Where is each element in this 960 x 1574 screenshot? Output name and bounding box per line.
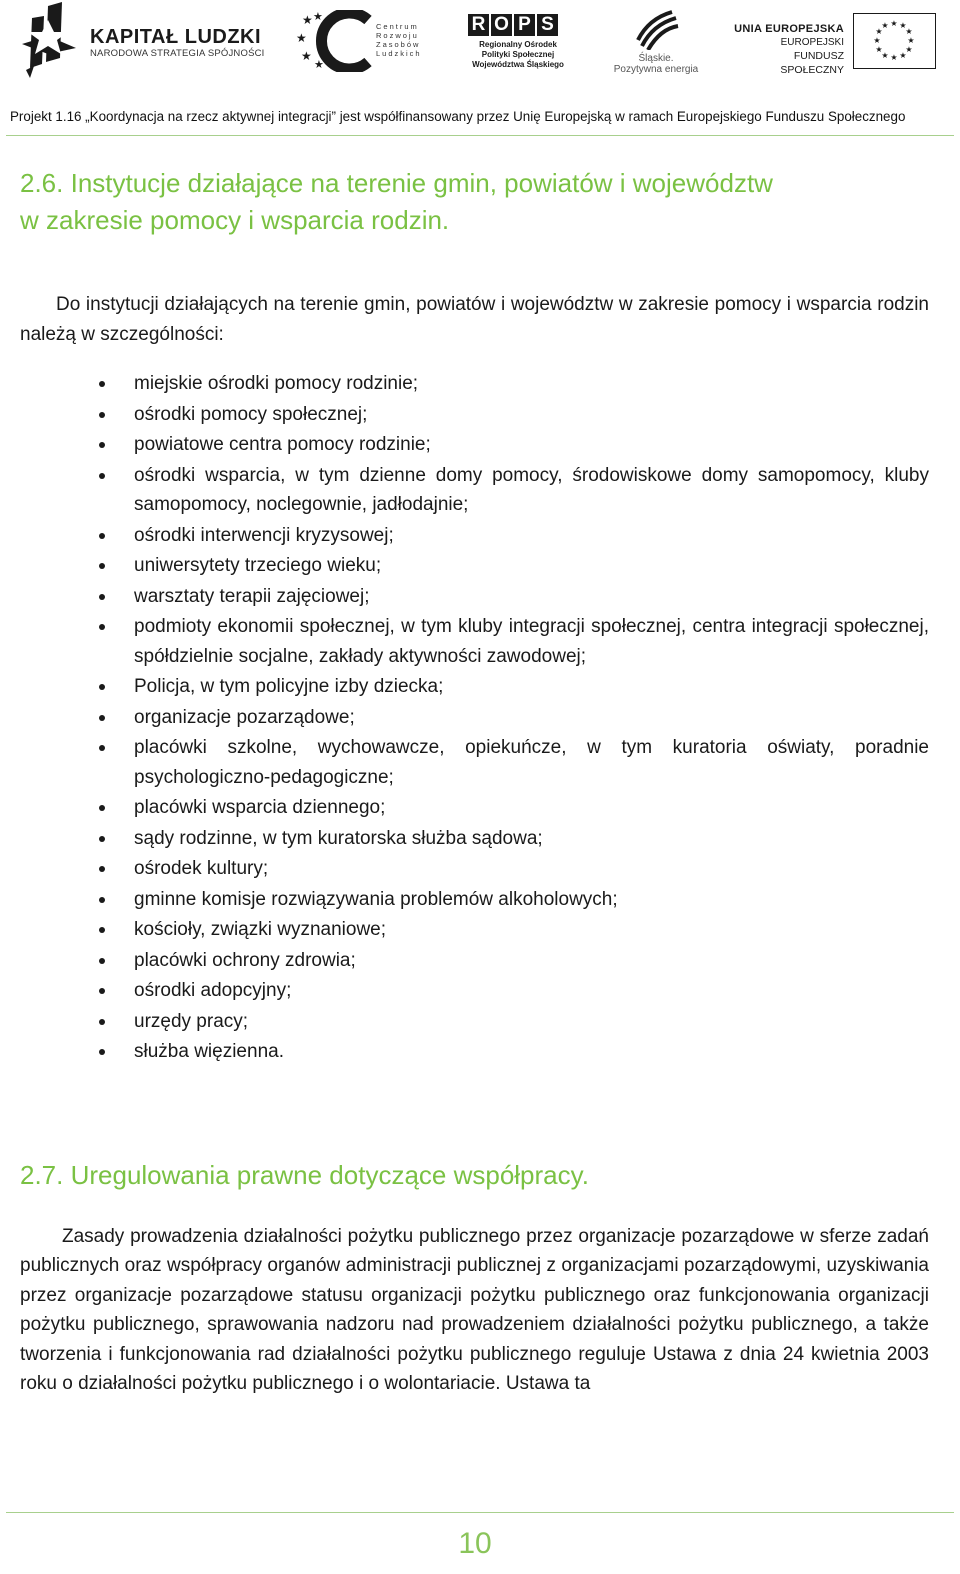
slaskie-line-1: Śląskie. [638,53,674,64]
svg-text:★: ★ [875,45,883,54]
list-item: sądy rodzinne, w tym kuratorska służba sądowa; [134,824,929,854]
svg-text:★: ★ [314,59,324,71]
rops-letter: O [491,14,512,36]
svg-text:★: ★ [313,11,323,23]
rops-letters [468,14,568,36]
section-2-7-paragraph: Zasady prowadzenia działalności pożytku publicznego przez organizacje pozarządowe w sferze zadań publicznych oraz współpracy organów administracji publicznej z organizacjami pozarządowymi, uzyskiwania przez organizacje pozarządowe statusu organizacji pożytku publicznego oraz funkcjonowania organizacji pożytku publicznego, sprawowania nadzoru nad prowadzeniem działalności pożytku publicznego, a także tworzenia i funkcjonowania rad działalności pożytku publicznego reguluje Ustawa z dnia 24 kwietnia 2003 roku o działalności pożytku publicznego i o wolontariacie. Ustawa ta [20,1226,929,1395]
eu-flag-icon [853,13,936,69]
svg-text:★: ★ [899,21,907,30]
section-heading-2-6 [20,165,940,239]
kapital-ludzki-wordmark [90,26,265,60]
header-divider [6,135,954,136]
list-item: powiatowe centra pomocy rodzinie; [134,430,929,460]
rops-line-3: Województwa Śląskiego [472,60,564,69]
svg-text:★: ★ [302,13,313,27]
section-intro-paragraph: Do instytucji działających na terenie gmin, powiatów i województw w zakresie pomocy i wsparcia rodzin należą w szczególności: [20,294,929,345]
svg-text:★: ★ [890,19,898,28]
list-item: uniwersytety trzeciego wieku; [134,551,929,581]
slaskie-logo-icon [632,10,680,50]
list-item: placówki szkolne, wychowawcze, opiekuńcze, w tym kuratoria oświaty, poradnie psychologiczno-pedagogiczne; [134,733,929,792]
list-item: Policja, w tym policyjne izby dziecka; [134,672,929,702]
section-heading-2-7: 2.7. Uregulowania prawne dotyczące współpracy. [20,1160,589,1190]
svg-text:★: ★ [881,51,889,60]
svg-text:★: ★ [873,36,881,45]
list-item: warsztaty terapii zajęciowej; [134,582,929,612]
crzl-line-1: Centrum [376,22,419,31]
list-item: podmioty ekonomii społecznej, w tym kluby integracji społecznej, centra integracji społecznej, spółdzielnie socjalne, zakłady aktywności zawodowej; [134,612,929,671]
crzl-logo-icon [296,10,376,72]
ue-line-3: FUNDUSZ SPOŁECZNY [780,50,844,76]
rops-line-1: Regionalny Ośrodek [479,40,557,49]
list-item: ośrodek kultury; [134,854,929,884]
svg-text:★: ★ [875,27,883,36]
rops-letter: R [468,14,489,36]
rops-logo [468,14,568,70]
list-item: organizacje pozarządowe; [134,703,929,733]
list-item: służba więzienna. [134,1037,929,1067]
svg-text:★: ★ [905,45,913,54]
list-item: miejskie ośrodki pomocy rodzinie; [134,369,929,399]
rops-letter: S [537,14,558,36]
list-item: placówki wsparcia dziennego; [134,793,929,823]
svg-text:★: ★ [905,27,913,36]
list-item: ośrodki adopcyjny; [134,976,929,1006]
list-item: ośrodki wsparcia, w tym dzienne domy pomocy, środowiskowe domy samopomocy, kluby samopomocy, noclegownie, jadłodajnie; [134,461,929,520]
page-number: 10 [458,1527,492,1560]
kapital-ludzki-logo-icon [18,2,88,78]
svg-text:★: ★ [301,49,312,63]
list-item: placówki ochrony zdrowia; [134,946,929,976]
kapital-ludzki-subtitle: NARODOWA STRATEGIA SPÓJNOŚCI [90,48,265,59]
list-item: kościoły, związki wyznaniowe; [134,915,929,945]
svg-text:★: ★ [899,51,907,60]
ue-line-2: EUROPEJSKI [780,37,844,48]
logo-strip [0,0,960,95]
svg-text:★: ★ [907,36,915,45]
project-funding-line: Projekt 1.16 „Koordynacja na rzecz aktywnej integracji” jest współfinansowany przez Unię Europejską w ramach Europejskiego Funduszu Społecznego [10,109,906,124]
svg-text:★: ★ [881,21,889,30]
svg-text:★: ★ [296,31,307,45]
kapital-ludzki-title: KAPITAŁ LUDZKI [90,26,262,48]
crzl-line-2: Rozwoju [376,31,419,40]
svg-text:★: ★ [890,53,898,62]
list-item: urzędy pracy; [134,1007,929,1037]
crzl-line-3: Zasobów [376,40,421,49]
rops-line-2: Polityki Społecznej [481,50,555,59]
slaskie-line-2: Pozytywna energia [613,64,699,75]
list-item: ośrodki pomocy społecznej; [134,400,929,430]
institutions-list [134,369,929,1068]
crzl-line-4: Ludzkich [376,49,422,58]
list-item: ośrodki interwencji kryzysowej; [134,521,929,551]
rops-subtitle [468,40,568,70]
ue-wordmark [730,22,844,77]
eu-stars-icon [854,14,934,67]
heading-line-2: w zakresie pomocy i wsparcia rodzin. [20,205,450,235]
footer-divider [6,1512,954,1513]
crzl-wordmark [376,22,422,58]
ue-line-1: UNIA EUROPEJSKA [734,23,844,35]
rops-letter: P [514,14,535,36]
slaskie-wordmark [611,53,701,75]
list-item: gminne komisje rozwiązywania problemów alkoholowych; [134,885,929,915]
heading-line-1: 2.6. Instytucje działające na terenie gmin, powiatów i województw [20,168,773,198]
